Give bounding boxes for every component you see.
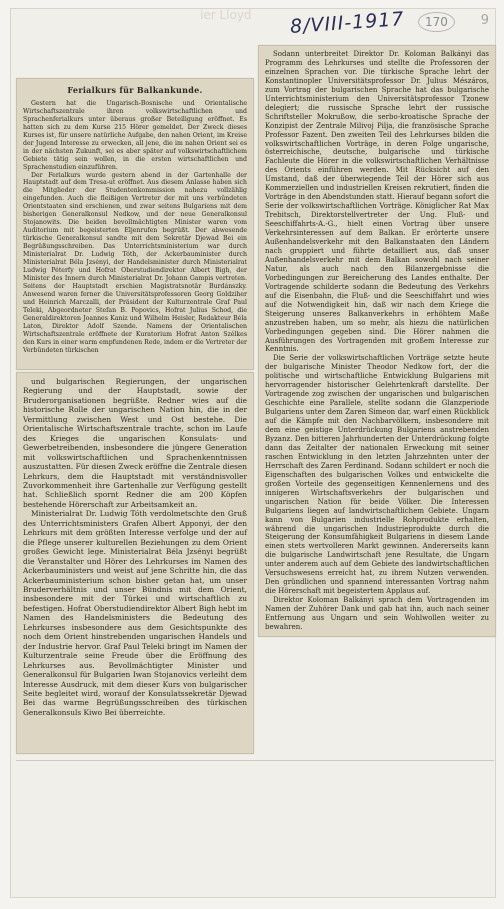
paragraph: Der Ferialkurs wurde gestern abend in der Gartenhalle der Hauptstadt auf dem Tresa-ut eröffnet. Aus diesem Anlasse haben sich die Mitglieder der Studentenkommission nahezu vollzählig eingefunden. Auch die fleißigen Vertreter der mit uns verbündeten Orientstaaten sind erschienen, und zwar seitens Bulgariens mit dem bisherigen Generalkonsul Nedkow, und der neue Generalkonsul Stojanowits. Die beiden bevollmächtigten Minister waren vom Auditorium mit begeisterten Eljenrufen begrüßt. Der abwesende türkische Generalkonsul sandte mit dem Sekretär Djewad Bei ein Begrüßungsschreiben. Das Unterrichtsministerium war durch Ministerialrat Dr. Ludwig Tóth, der Ackerbauminister durch Ministerialrat Béla Jzsényi, der Handelsminister durch Ministerialrat Ludwig Péterfy und Hofrat Oberstudiendirektor Albert Bigh, der Minister des Innern durch Ministerialrat Dr. Johann Gampis vertreten. Seitens der Hauptstadt erschien Magistratsnotär Burdánszky. Anwesend waren ferner die Universitätsprofessoren Georg Goldziher und Heinrich Marczalli, der Präsident der Kulturzentrale Graf Paul Teleki, Abgeordneter Stefan B. Popovics, Hofrat Julius Schod, die Generaldirektoren Joannes Kaniz und Wilhelm Heisler, Redakteur Béla Laton, Direktor Adolf Szende. Namens der Orientalischen Wirtschaftszentrale eröffnete der Kuratorium Hofrat Anton Szélkes den Kurs in einer warm empfundenen Rede, indem er die Vertreter der Verbündeten türkischen <box>23 171 247 354</box>
paragraph: Gestern hat die Ungarisch-Bosnische und Orientalische Wirtschaftszentrale ihren volkswirtschaftlichen und Sprachenferialkurs unter überaus großer Beteiligung eröffnet. Es hatten sich zu dem Kurse 215 Hörer gemeldet. Der Zweck dieses Kurses ist, für unsere natürliche Aufgabe, den nahen Orient, im Kreise der Jugend Interesse zu erwecken, all jene, die im nahen Orient sei es in der nächsten Zukunft, sei es aber später auf volkswirtschaftlichem Gebiete tätig sein wollen, in die ersten wirtschaftlichen und Sprachenstudien einzuführen. <box>23 99 247 171</box>
clipping-right <box>258 45 496 637</box>
archive-number-stamp: 170 <box>418 12 455 32</box>
handwritten-date: 8/VIII-1917 <box>289 8 406 38</box>
paragraph: Sodann unterbreitet Direktor Dr. Koloman Balkányi das Programm des Lehrkurses und stellte die Professoren der einzelnen Sprachen vor. Die türkische Sprache lehrt der Konstantinopler Universitätsprofessor Dr. Julius Mészáros, zum Vortrag der bulgarischen Sprache hat das bulgarische Unterrichtsministerium den Universitätsprofessor Tzonew delegiert; die russische Sprache lehrt der russische Schriftsteller Mokrußow, die serbo-kroatische Sprache der Konzipist der Zentrale Milivoj Pilja, die französische Sprache Professor Fazent. Den zweiten Teil des Lehrkurses bilden die volkswirtschaftlichen Vorträge, in deren Folge ungarische, österreichische, deutsche, bulgarische und türkische Fachleute die Hörer in die volkswirtschaftlichen Verhältnisse des Orients einführen werden. Mit Rücksicht auf den Umstand, daß der überwiegende Teil der Hörer sich aus Kommerziellen und industriellen Kreisen rekrutiert, finden die Vorträge in den Abendstunden statt. Hierauf begann sofort die Serie der volkswirtschaftlichen Vorträge. Königlicher Rat Max Trebitsch, Direktorstellvertreter der Ung. Fluß- und Seeschiffahrts-A.-G., hielt einen Vortrag über unsere Verkehrsinteressen auf dem Balkan. Er erörterte unsere Außenhandelsverkehr mit den Balkanstaaten den Ländern nach gruppiert und führte detailliert aus, daß unser Außenhandelsverkehr mit dem Balkan sowohl nach seiner Natur, als auch nach den Bilanzergebnisse die Vorbedingungen zur Bereicherung des Landes enthalte. Der Vortragende schilderte sodann die Bedeutung des Verkehrs auf die Eisenbahn, die Fluß- und die Seeschiffahrt und wies auf die Notwendigkeit hin, daß wir nach dem Kriege die Steigerung unseres Balkanverkehrs in erhöhtem Maße anzustreben haben, um so mehr, als hiezu die natürlichen Vorbedingungen gegeben sind. Die Hörer nahmen die Ausführungen des Vortragenden mit großem Interesse zur Kenntnis. <box>265 50 489 354</box>
clipping-left-top <box>16 78 254 370</box>
corner-page-number: 9 <box>480 13 489 28</box>
clipping-left-bottom <box>16 372 254 754</box>
column-left-bottom <box>17 373 253 721</box>
watermark-text: ier Lloyd <box>200 8 252 22</box>
paragraph: Die Serie der volkswirtschaftlichen Vorträge setzte heute der bulgarische Minister Theodor Nedkow fort, der die politische und wirtschaftliche Entwicklung Bulgariens mit hervorragender historischer Gelehrtenkraft darstellte. Der Vortragende zog zwischen der ungarischen und bulgarischen Geschichte eine Parallele, stellte sodann die Glanzperiode Bulgariens unter dem Zaren Simeon dar, warf einen Rückblick auf die Kämpfe mit den Nachbarvölkern, insbesondere mit dem eine geistige Unterdrückung Bulgariens anstrebenden Byzanz. Den bitteren Jahrhunderten der Unterdrückung folgte dann das Zeitalter der nationalen Erweckung mit seiner raschen Entwicklung in den letzten Jahrzehnten unter der Herrschaft des Zaren Ferdinand. Sodann schildert er noch die Eigenschaften des bulgarischen Volkes und entwickelte die großen Vorteile des gegenseitigen Kennenlernens und des innigeren Wirtschaftsverkehrs der bulgarischen und ungarischen Nation für beide Völker. Die Interessen Bulgariens liegen auf landwirtschaftlichem Gebiete. Ungarn kann von Bulgarien industrielle Rohprodukte erhalten, während die ungarischen Industrieprodukte durch die Steigerung der Konsumfähigkeit Bulgariens in diesem Lande einen stets wertvolleren Markt gewinnen. Andererseits kann die bulgarische Landwirtschaft jene Resultate, die Ungarn unter anderem auch auf dem Gebiete des landwirtschaftlichen Versuchswesens erreicht hat, zu ihrem Nutzen verwenden. Den gründlichen und spannend interessanten Vortrag nahm die Hörerschaft mit begeistertem Applaus auf. <box>265 354 489 596</box>
sheet-divider <box>16 760 494 761</box>
paragraph: Ministerialrat Dr. Ludwig Tóth verdolmetschte den Gruß des Unterrichtsministers Grafen Albert Apponyi, der den Lehrkurs mit dem größten Interesse verfolge und der auf die Pflege unserer kulturellen Beziehungen zu dem Orient großes Gewicht lege. Ministerialrat Béla Jzsényi begrüßt die Veranstalter und Hörer des Lehrkurses im Namen des Ackerbauministers und weist auf jene Schritte hin, die das Ackerbauministerium schon bisher getan hat, um unser Bruderverhältnis und unser Bündnis mit dem Orient, insbesondere mit der Türkei und wirtschaftlich zu befestigen. Hofrat Oberstudiendirektor Albert Bigh hebt im Namen des Handelsministers die Bedeutung des Lehrkurses insbesondere aus dem Gesichtspunkte des noch dem Orient hinstrebenden ungarischen Handels und der Industrie hervor. Graf Paul Teleki bringt im Namen der Kulturzentrale seine Freude über die Eröffnung des Lehrkurses aus. Bevollmächtigter Minister und Generalkonsul für Bulgarien Iwan Stojanovics verleiht dem Interesse Ausdruck, mit dem dieser Kurs von bulgarischer Seite begleitet wird, worauf der Konsulatssekretär Djewad Bei das warme Begrüßungsschreiben des türkischen Generalkonsuls Kiwo Bei überreichte. <box>23 509 247 717</box>
paragraph: Direktor Koloman Balkányi sprach dem Vortragenden im Namen der Zuhörer Dank und gab hat ihn, auch nach seiner Entfernung aus Ungarn und sein Wohlwollen weiter zu bewahren. <box>265 596 489 631</box>
column-right <box>259 46 495 636</box>
column-left-top <box>17 79 253 358</box>
paragraph: und bulgarischen Regierungen, der ungarischen Regierung und der Hauptstadt, sowie der Bruderorganisationen begrüßte. Redner wies auf die historische Rolle der ungarischen Nation hin, die in der Vermittlung zwischen West und Ost bestehe. Die Orientalische Wirtschaftszentrale trachte, schon im Laufe des Krieges die ungarischen Konsulats- und Gewerbetreibenden, insbesondere die jüngere Generation mit volkswirtschaftlichen und Sprachenkenntnissen auszustatten. Für diesen Zweck eröffne die Zentrale diesen Lehrkurs, dem die Hauptstadt mit verständnisvoller Zuvorkommenheit ihre Gartenhalle zur Verfügung gestellt hat. Schließlich spornt Redner die am 200 Köpfen bestehende Hörerschaft zur Arbeitsamkeit an. <box>23 377 247 509</box>
article-headline: Ferialkurs für Balkankunde. <box>67 85 203 95</box>
